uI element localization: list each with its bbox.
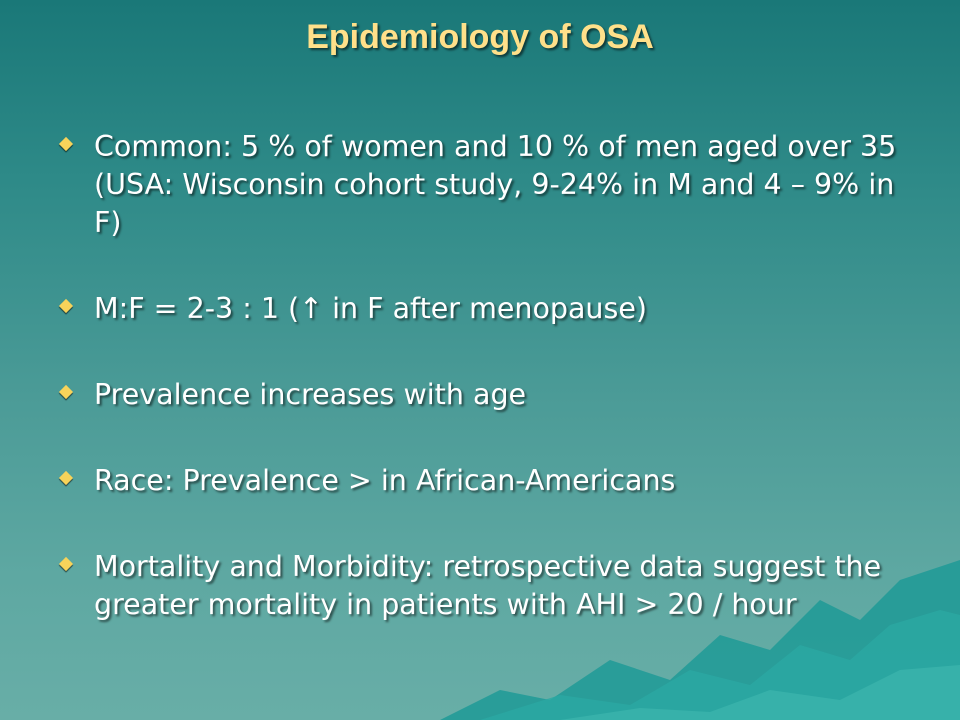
bullet-item <box>58 462 898 500</box>
bullet-item <box>58 290 898 328</box>
diamond-icon <box>60 300 74 314</box>
slide-title: Epidemiology of OSA <box>306 18 654 56</box>
bullet-text: M:F = 2-3 : 1 (↑ in F after menopause) <box>94 292 647 325</box>
diamond-icon <box>60 472 74 486</box>
bullet-item <box>58 548 898 624</box>
bullet-text: Race: Prevalence > in African-Americans <box>94 464 676 497</box>
bullet-text: Common: 5 % of women and 10 % of men aged over 35 (USA: Wisconsin cohort study, 9-24% in M and 4 – 9% in F) <box>94 130 897 239</box>
bullet-text: Prevalence increases with age <box>94 378 527 411</box>
bullet-list <box>58 128 898 624</box>
bullet-item <box>58 376 898 414</box>
diamond-icon <box>60 558 74 572</box>
bullet-item <box>58 128 898 242</box>
diamond-icon <box>60 386 74 400</box>
bullet-text: Mortality and Morbidity: retrospective data suggest the greater mortality in patients with AHI > 20 / hour <box>94 550 882 621</box>
diamond-icon <box>60 138 74 152</box>
